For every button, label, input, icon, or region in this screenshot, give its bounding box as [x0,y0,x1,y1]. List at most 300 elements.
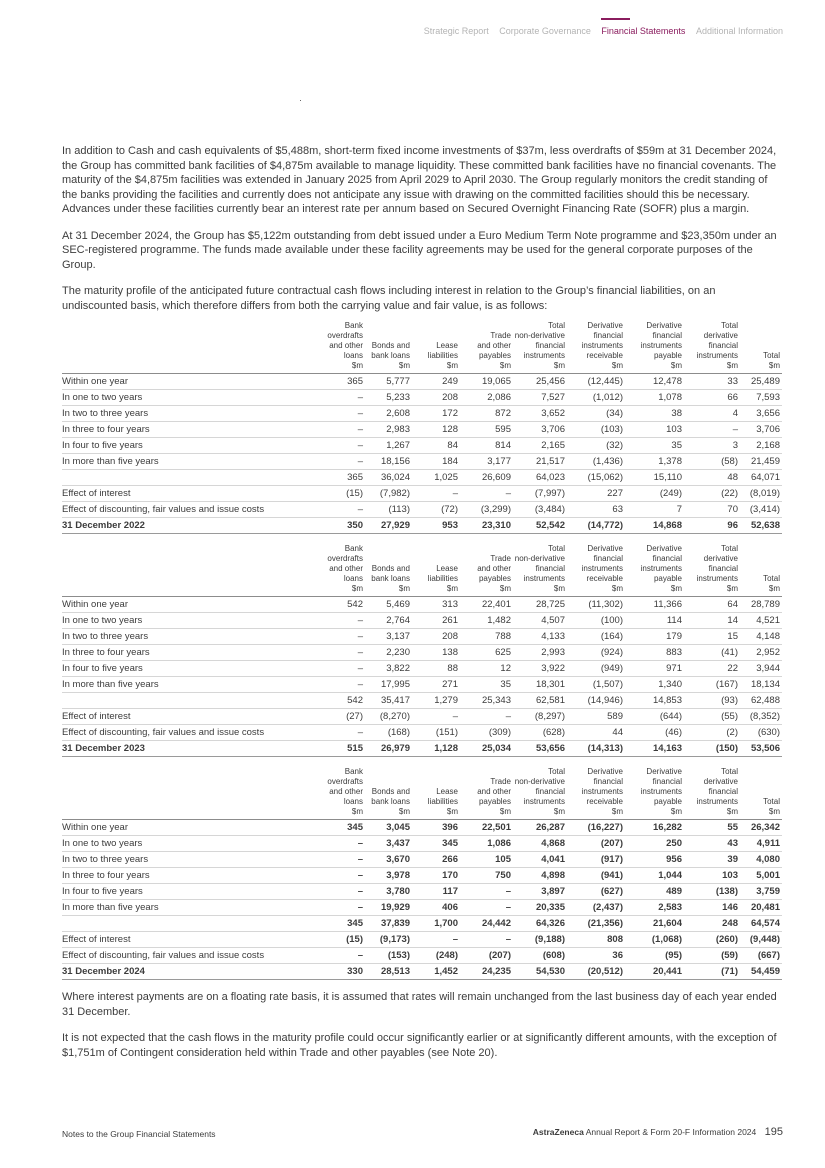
table-cell: – [314,884,365,900]
column-header-line: payable [653,574,682,583]
table-cell: 3,177 [460,454,513,470]
table-cell: (628) [513,725,567,741]
column-header-line: $m [499,584,511,593]
row-label: 31 December 2022 [62,518,314,534]
table-cell: (95) [625,948,684,964]
stray-dot [300,100,301,101]
table-cell: 23,310 [460,518,513,534]
table-cell: 808 [567,932,625,948]
table-cell: (14,313) [567,741,625,757]
table-cell: (1,012) [567,390,625,406]
column-header-line: and other [477,564,511,573]
table-cell: 62,581 [513,693,567,709]
table-cell: – [314,613,365,629]
table-row [62,661,782,677]
row-label: In four to five years [62,884,314,900]
column-header-line: $m [398,584,410,593]
table-cell: – [412,932,460,948]
table-cell: 105 [460,852,513,868]
column-header-line: financial [652,777,682,786]
table-cell: 542 [314,693,365,709]
column-header-line: Derivative [646,544,682,553]
table-cell: 52,638 [740,518,782,534]
table-cell: (14,946) [567,693,625,709]
row-label: In one to two years [62,836,314,852]
table-cell: 956 [625,852,684,868]
table-cell: 35 [460,677,513,693]
table-cell: 27,929 [365,518,412,534]
table-cell: 4,133 [513,629,567,645]
column-header [684,544,740,597]
row-label: In more than five years [62,900,314,916]
table-cell: 64,023 [513,470,567,486]
column-header-line: Bonds and [371,787,410,796]
table-cell: 24,235 [460,964,513,980]
table-cell: (150) [684,741,740,757]
table-cell: 345 [412,836,460,852]
table-row [62,693,782,709]
row-label: In three to four years [62,868,314,884]
row-label: Effect of interest [62,932,314,948]
column-header [740,321,782,374]
table-row [62,422,782,438]
table-cell: 48 [684,470,740,486]
table-cell: 1,267 [365,438,412,454]
table-cell: (3,299) [460,502,513,518]
footer-company: AstraZeneca [532,1127,584,1137]
table-row [62,629,782,645]
column-header-line: Derivative [587,767,623,776]
table-cell: 250 [625,836,684,852]
table-cell: 4,080 [740,852,782,868]
table-row [62,438,782,454]
maturity-table-2023 [62,544,782,757]
row-label: In two to three years [62,406,314,422]
footer-section-title: Notes to the Group Financial Statements [62,1129,216,1139]
table-cell: 64 [684,597,740,613]
table-cell: 7,593 [740,390,782,406]
table-cell: 22,401 [460,597,513,613]
row-label: In three to four years [62,422,314,438]
table-cell: 2,993 [513,645,567,661]
column-header-line: $m [499,361,511,370]
table-row [62,964,782,980]
column-header-line: payable [653,797,682,806]
table-header-row [62,321,782,374]
table-cell: 208 [412,390,460,406]
table-cell: 1,482 [460,613,513,629]
column-header-line: and other [477,341,511,350]
table-cell: – [314,725,365,741]
column-header [314,321,365,374]
table-row [62,916,782,932]
row-label: Effect of interest [62,486,314,502]
column-header-line: non-derivative [514,777,565,786]
column-header [740,544,782,597]
table-cell: 22,501 [460,820,513,836]
table-row [62,725,782,741]
table-cell: 3,780 [365,884,412,900]
column-header-line: Trade [490,554,511,563]
column-header-line: $m [670,361,682,370]
column-header [567,544,625,597]
table-cell: 20,441 [625,964,684,980]
column-header-line: derivative [703,331,738,340]
column-header-line: financial [652,554,682,563]
column-header [625,767,684,820]
table-cell: 595 [460,422,513,438]
column-header [365,321,412,374]
table-cell: 70 [684,502,740,518]
table-cell: 3,822 [365,661,412,677]
table-cell: 26,287 [513,820,567,836]
table-cell: 18,134 [740,677,782,693]
table-cell: 55 [684,820,740,836]
table-cell: 3,944 [740,661,782,677]
table-cell: (100) [567,613,625,629]
table-cell: 64,574 [740,916,782,932]
table-cell: 4,911 [740,836,782,852]
column-header-line: instruments [581,787,623,796]
table-cell: – [460,709,513,725]
table-cell: (27) [314,709,365,725]
table-cell: (8,019) [740,486,782,502]
column-header [513,544,567,597]
table-cell: (32) [567,438,625,454]
table-cell: 39 [684,852,740,868]
table-cell: (1,507) [567,677,625,693]
column-header-line: instruments [640,341,682,350]
table-cell: 18,156 [365,454,412,470]
table-cell: 24,442 [460,916,513,932]
table-row [62,454,782,470]
table-cell: (7,997) [513,486,567,502]
table-cell: – [314,406,365,422]
column-header-line: instruments [523,351,565,360]
table-cell: (167) [684,677,740,693]
table-cell: 788 [460,629,513,645]
table-cell: (46) [625,725,684,741]
column-header-line: $m [446,584,458,593]
column-header [412,767,460,820]
column-header-line: $m [351,807,363,816]
paragraph-debt: At 31 December 2024, the Group has $5,122m outstanding from debt issued under a Euro Medium Term Note programme and $23,350m under an SEC-registered programme. The funds made available under these facility agreements may be used for the general corporate purposes of the Group. [62,229,777,271]
column-header-line: Bank [344,544,363,553]
table-cell: 52,542 [513,518,567,534]
table-cell: 1,025 [412,470,460,486]
table-cell: – [412,486,460,502]
table-cell: 25,343 [460,693,513,709]
column-header-line: $m [499,807,511,816]
column-header-line: Total [721,321,738,330]
table-cell: 25,489 [740,374,782,390]
table-cell: 33 [684,374,740,390]
column-header-line: non-derivative [514,554,565,563]
table-cell: 15,110 [625,470,684,486]
column-header-line: $m [446,361,458,370]
nav-strategic-report[interactable]: Strategic Report [423,26,489,36]
table-cell: (630) [740,725,782,741]
table-cell: 103 [684,868,740,884]
column-header-line: $m [670,807,682,816]
column-header-line: instruments [696,574,738,583]
table-cell: 170 [412,868,460,884]
table-cell: 7 [625,502,684,518]
table-cell: 1,378 [625,454,684,470]
column-header-line: loans [343,574,363,583]
table-cell: 43 [684,836,740,852]
row-label: In four to five years [62,438,314,454]
table-cell: 18,301 [513,677,567,693]
table-cell: 365 [314,374,365,390]
column-header-line: Lease [436,564,458,573]
table-cell: 2,583 [625,900,684,916]
table-cell: 14,163 [625,741,684,757]
column-header-line: $m [726,361,738,370]
column-header [567,321,625,374]
table-cell: 1,086 [460,836,513,852]
table-cell: 53,506 [740,741,782,757]
table-cell: 365 [314,470,365,486]
table-cell: (34) [567,406,625,422]
row-label: Effect of interest [62,709,314,725]
table-cell: (644) [625,709,684,725]
table-cell: 4 [684,406,740,422]
table-cell: 2,168 [740,438,782,454]
table-cell: (14,772) [567,518,625,534]
table-cell: (941) [567,868,625,884]
column-header-line: liabilities [427,797,458,806]
column-header-line: liabilities [427,574,458,583]
column-header-line: and other [329,564,363,573]
column-header [684,767,740,820]
table-cell: 16,282 [625,820,684,836]
column-header-line: $m [398,361,410,370]
column-header-line: financial [593,554,623,563]
row-label: In one to two years [62,613,314,629]
table-cell: 62,488 [740,693,782,709]
table-cell: 2,086 [460,390,513,406]
table-cell: 2,764 [365,613,412,629]
table-cell: 35 [625,438,684,454]
table-cell: (164) [567,629,625,645]
table-cell: 14 [684,613,740,629]
row-label-header [62,321,314,374]
column-header-line: instruments [696,797,738,806]
column-header-line: payables [478,797,511,806]
table-cell: 3,706 [740,422,782,438]
table-row [62,406,782,422]
column-header-line: instruments [523,797,565,806]
table-cell: 172 [412,406,460,422]
table-cell: 227 [567,486,625,502]
table-cell: (207) [567,836,625,852]
table-cell: (72) [412,502,460,518]
column-header-line: $m [553,361,565,370]
table-cell: 1,700 [412,916,460,932]
table-cell: 625 [460,645,513,661]
table-cell: – [412,709,460,725]
table-cell: 3,897 [513,884,567,900]
table-cell: (248) [412,948,460,964]
column-header-line: instruments [581,564,623,573]
column-header-line: instruments [581,341,623,350]
table-cell: 515 [314,741,365,757]
nav-additional-information[interactable]: Additional Information [695,26,783,36]
table-cell: (58) [684,454,740,470]
table-cell: 84 [412,438,460,454]
table-cell: 128 [412,422,460,438]
table-cell: – [314,438,365,454]
table-row [62,741,782,757]
table-cell: 11,366 [625,597,684,613]
table-cell: 1,078 [625,390,684,406]
table-cell: 2,165 [513,438,567,454]
column-header-line: $m [351,584,363,593]
table-cell: – [314,900,365,916]
column-header-line: receivable [586,351,623,360]
table-cell: 3,759 [740,884,782,900]
table-cell: 146 [684,900,740,916]
table-cell: 2,952 [740,645,782,661]
column-header-line: bank loans [371,797,410,806]
row-label: Effect of discounting, fair values and issue costs [62,948,314,964]
column-header-line: liabilities [427,351,458,360]
table-cell: 1,340 [625,677,684,693]
table-cell: 36 [567,948,625,964]
table-cell: – [314,390,365,406]
paragraph-maturity-intro: The maturity profile of the anticipated future contractual cash flows including interest in relation to the Group’s financial liabilities, on an undiscounted basis, which therefore differs from both the carrying value and fair value, is as follows: [62,285,716,312]
column-header-line: $m [398,807,410,816]
row-label-header [62,544,314,597]
maturity-table-2024 [62,767,782,980]
column-header-line: instruments [640,787,682,796]
column-header [365,544,412,597]
column-header-line: financial [708,564,738,573]
table-cell: 28,789 [740,597,782,613]
column-header-line: Lease [436,787,458,796]
table-cell: (15) [314,486,365,502]
table-row [62,948,782,964]
table-row [62,836,782,852]
table-cell: (41) [684,645,740,661]
table-cell: – [314,661,365,677]
table-cell: 872 [460,406,513,422]
row-label: In more than five years [62,677,314,693]
column-header-line: and other [329,787,363,796]
table-cell: 5,469 [365,597,412,613]
table-cell: 3,652 [513,406,567,422]
table-cell: (608) [513,948,567,964]
column-header-line: $m [768,807,780,816]
table-cell: (20,512) [567,964,625,980]
column-header-line: Total [721,544,738,553]
table-cell: 350 [314,518,365,534]
column-header-line: Total [721,767,738,776]
column-header-line: instruments [640,564,682,573]
column-header [740,767,782,820]
column-header-line: Derivative [587,321,623,330]
table-cell: (21,356) [567,916,625,932]
section-nav [416,26,783,36]
table-cell: 266 [412,852,460,868]
column-header-line: Total [763,351,780,360]
table-cell: 88 [412,661,460,677]
column-header-line: $m [726,807,738,816]
column-header [684,321,740,374]
table-cell: 7,527 [513,390,567,406]
table-cell: (7,982) [365,486,412,502]
table-cell: (11,302) [567,597,625,613]
column-header [365,767,412,820]
column-header-line: $m [553,584,565,593]
table-cell: 814 [460,438,513,454]
column-header-line: and other [477,787,511,796]
table-cell: (249) [625,486,684,502]
table-cell: – [314,948,365,964]
table-cell: 2,608 [365,406,412,422]
table-cell: 14,853 [625,693,684,709]
footer-report-title: Annual Report & Form 20-F Information 2024 [585,1127,757,1137]
table-cell: 66 [684,390,740,406]
table-cell: (1,068) [625,932,684,948]
table-cell: (15,062) [567,470,625,486]
table-row [62,868,782,884]
table-cell: 542 [314,597,365,613]
table-cell: 4,898 [513,868,567,884]
row-label: 31 December 2024 [62,964,314,980]
table-cell: – [460,486,513,502]
table-cell: 12,478 [625,374,684,390]
table-row [62,597,782,613]
table-cell: 96 [684,518,740,534]
row-label: In three to four years [62,645,314,661]
table-cell: 3 [684,438,740,454]
column-header-line: Bank [344,321,363,330]
column-header-line: financial [593,777,623,786]
table-cell: 3,045 [365,820,412,836]
table-cell: 5,777 [365,374,412,390]
table-row [62,502,782,518]
column-header [460,321,513,374]
row-label: In two to three years [62,629,314,645]
table-cell: – [314,454,365,470]
table-row [62,374,782,390]
table-cell: 103 [625,422,684,438]
column-header-line: financial [708,341,738,350]
table-row [62,900,782,916]
table-cell: 313 [412,597,460,613]
table-cell: 4,868 [513,836,567,852]
column-header-line: financial [535,564,565,573]
table-cell: (138) [684,884,740,900]
row-label [62,470,314,486]
table-cell: 28,725 [513,597,567,613]
table-cell: (16,227) [567,820,625,836]
table-cell: 64,326 [513,916,567,932]
table-cell: (1,436) [567,454,625,470]
table-row [62,518,782,534]
main-content [62,144,782,1072]
column-header-line: bank loans [371,574,410,583]
table-row [62,820,782,836]
nav-corporate-governance[interactable]: Corporate Governance [499,26,591,36]
column-header-line: and other [329,341,363,350]
table-row [62,470,782,486]
nav-financial-statements[interactable]: Financial Statements [601,26,686,36]
column-header-line: $m [670,584,682,593]
table-cell: (22) [684,486,740,502]
